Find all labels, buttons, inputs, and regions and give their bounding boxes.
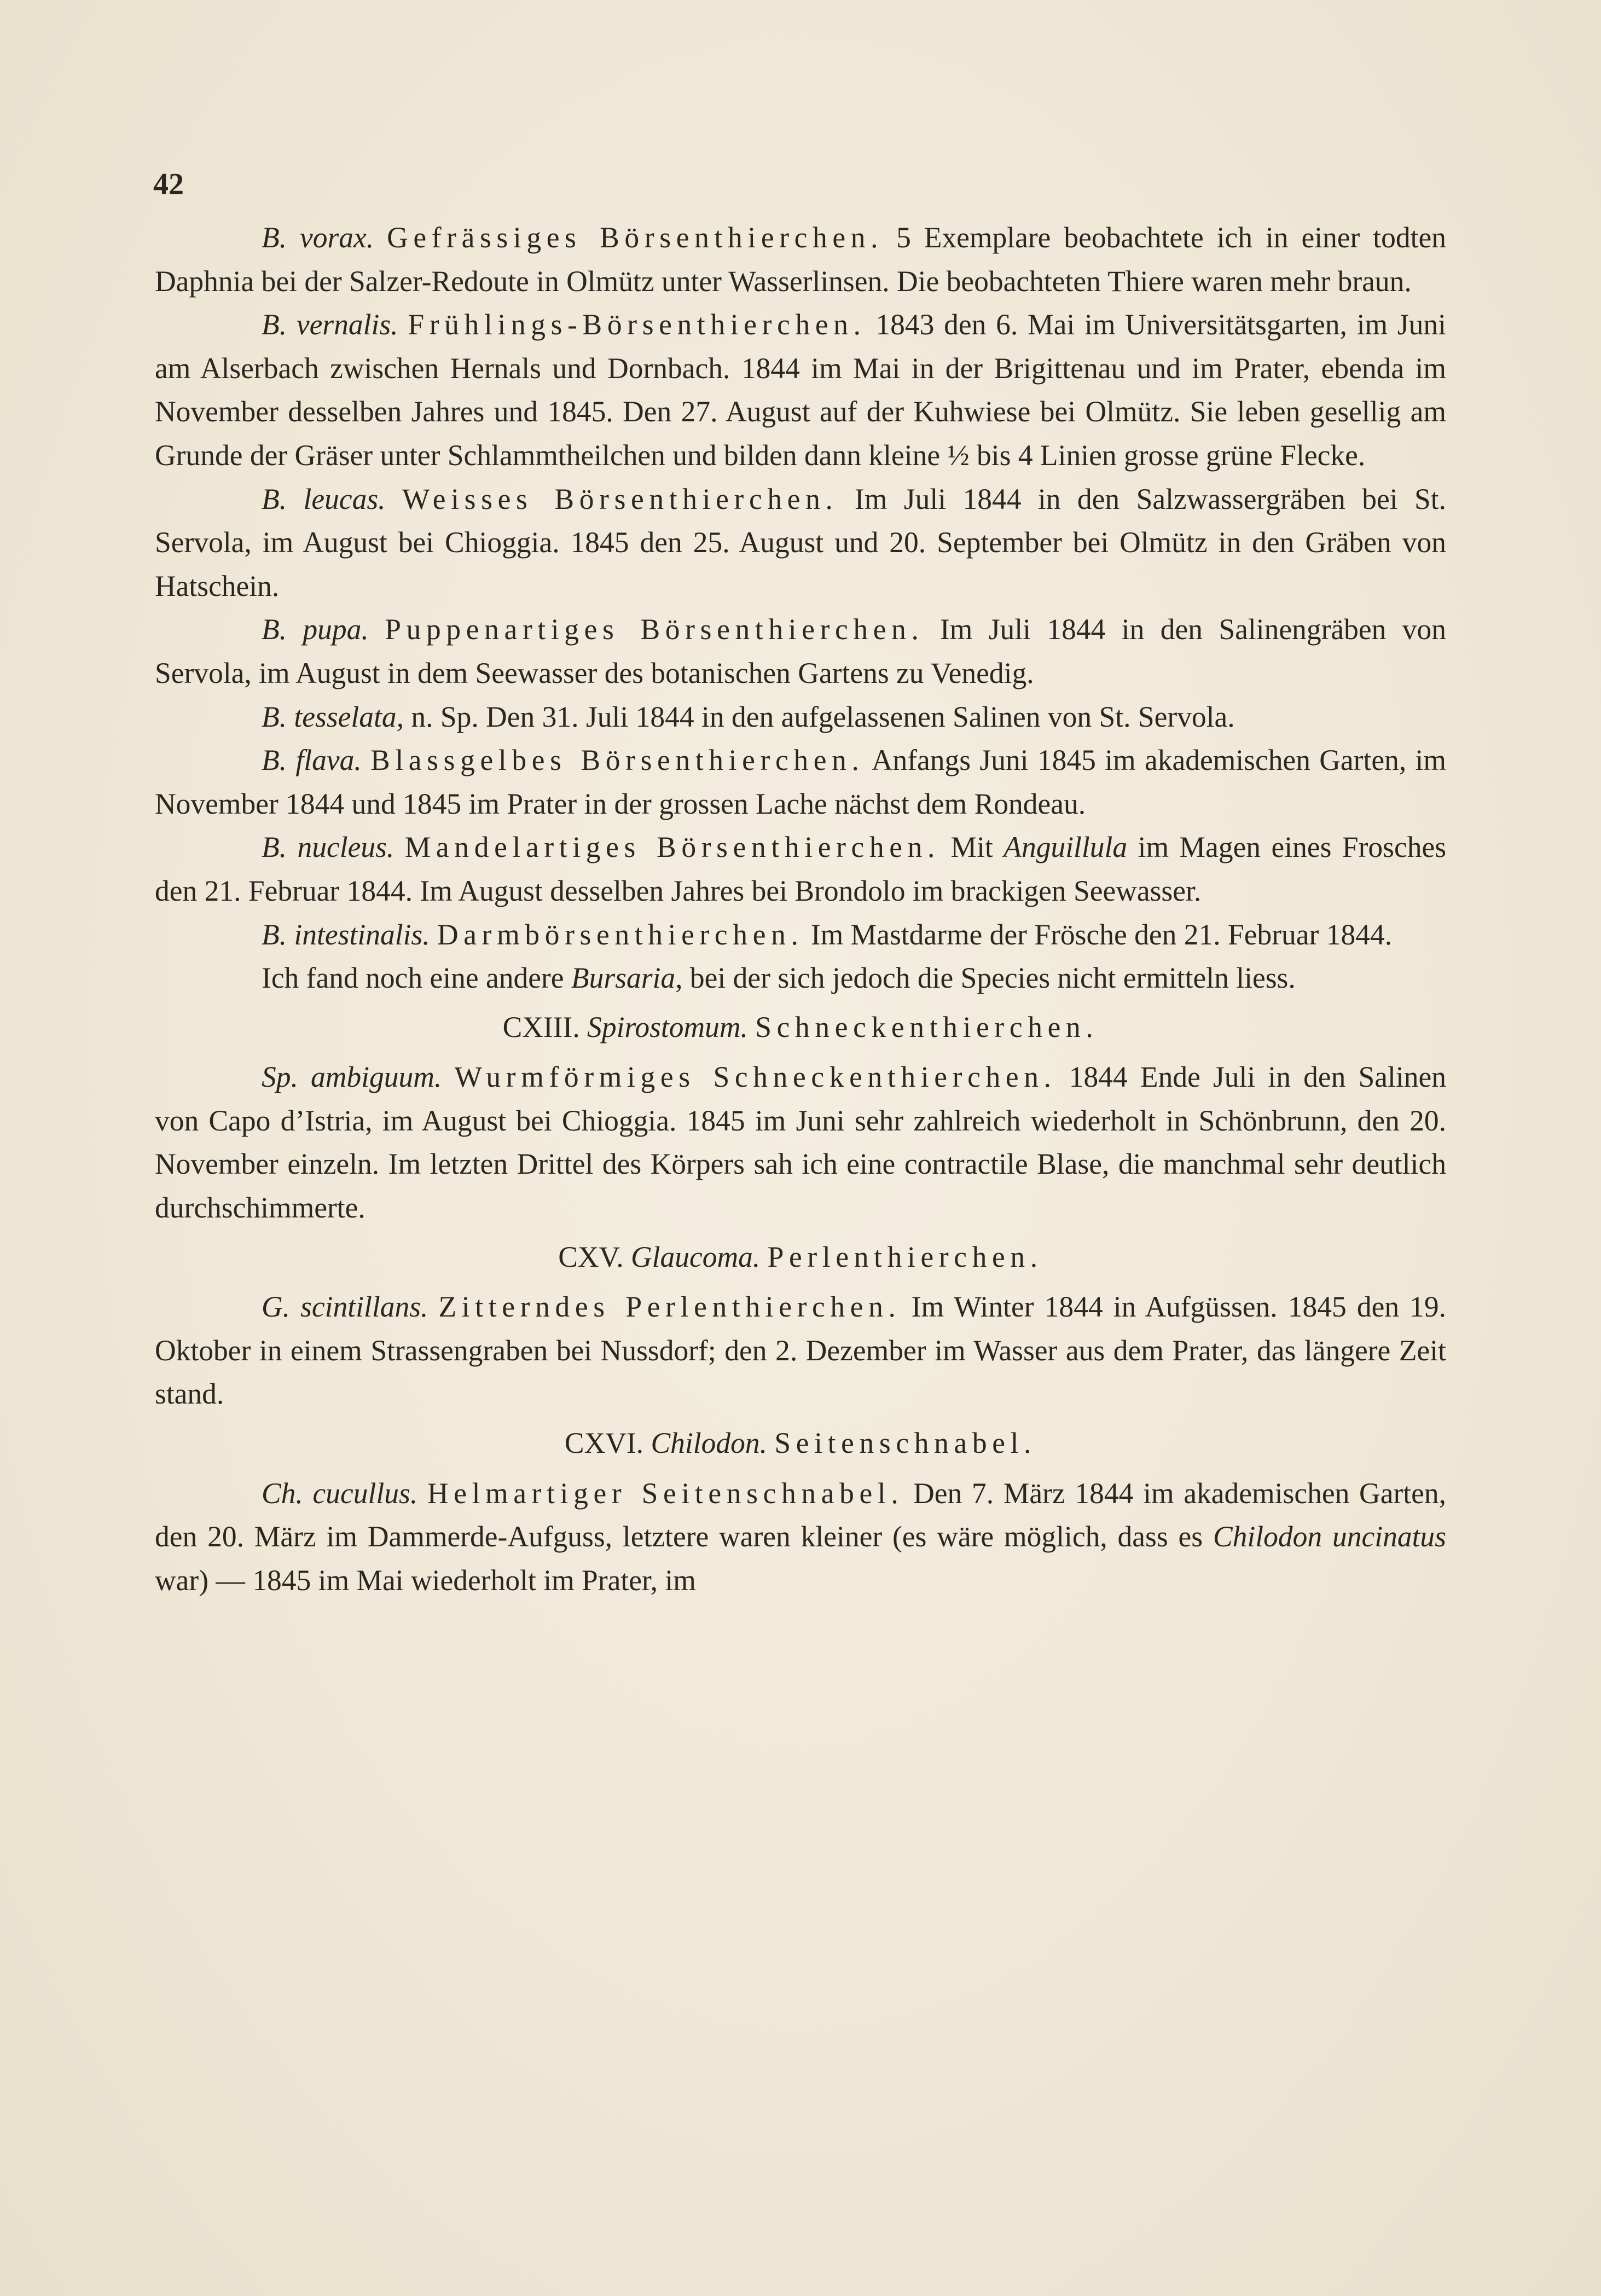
heading-number: CXVI.: [564, 1427, 644, 1460]
entry-sp-ambiguum: [155, 1056, 1446, 1230]
entry-b-pupa: [155, 608, 1446, 695]
italic-taxon: Bursaria: [571, 961, 676, 995]
entry-text: Anfangs Juni 1845 im akademischen Garten, im November 1844 und 1845 im Prater in der grossen Lache nächst dem Rondeau.: [155, 744, 1446, 820]
taxon-name: B. tesselata,: [262, 700, 404, 733]
entry-g-scintillans: [155, 1285, 1446, 1416]
genus-heading-spirostomum: [155, 1006, 1446, 1050]
common-name: Blassgelbes Börsenthierchen.: [370, 744, 865, 777]
entry-text: Im Mastdarme der Frösche den 21. Februar 1844.: [810, 918, 1393, 951]
common-name: Darmbörsenthierchen.: [437, 918, 804, 951]
common-name: Zitterndes Perlenthierchen.: [438, 1290, 901, 1324]
common-name: Helmartiger Seitenschnabel.: [427, 1476, 904, 1510]
entry-text: 1843 den 6. Mai im Universitätsgarten, im Juni am Alserbach zwischen Hernals und Dornbach. 1844 im Mai in der Brigittenau und im Prater, ebenda im November desselben Jahres und 1845. Den 27. August auf der Kuhwiese bei Olmütz. Sie leben gesellig am Grunde der Gräser unter Schlammtheilchen und bilden dann kleine ½ bis 4 Linien grosse grüne Flecke.: [155, 308, 1447, 472]
taxon-name: B. vernalis.: [262, 308, 398, 341]
taxon-name: B. leucas.: [262, 482, 386, 515]
heading-number: CXV.: [558, 1240, 624, 1273]
note-text: , bei der sich jedoch die Species nicht ermitteln liess.: [675, 961, 1296, 995]
entry-text: im Magen eines Frosches den 21. Februar 1844. Im August desselben Jahres bei Brondolo im brackigen Seewasser.: [155, 831, 1447, 907]
common-name: Gefrässiges Börsenthierchen.: [387, 221, 884, 254]
taxon-name: B. vorax.: [262, 221, 374, 254]
taxon-name: Ch. cucullus.: [262, 1476, 418, 1510]
body-text: [155, 216, 1446, 1602]
entry-text-tail: war) — 1845 im Mai wiederholt im Prater, im: [155, 1563, 696, 1597]
entry-b-tesselata: [155, 695, 1446, 739]
heading-common: Perlenthierchen.: [767, 1240, 1043, 1273]
taxon-name: B. nucleus.: [262, 831, 395, 864]
common-name: Weisses Börsenthierchen.: [402, 482, 838, 515]
page-number: 42: [153, 167, 184, 201]
taxon-name: G. scintillans.: [262, 1290, 428, 1324]
note-lead: Ich fand noch eine andere: [262, 961, 564, 995]
entry-text: 5 Exemplare beobachtete ich in einer todten Daphnia bei der Salzer-Redoute in Olmütz unter Wasserlinsen. Die beobachteten Thiere waren mehr braun.: [155, 221, 1447, 298]
entry-text: Im Juli 1844 in den Salinengräben von Servola, im August in dem Seewasser des botanischen Gartens zu Venedig.: [155, 613, 1447, 689]
entry-text: Im Juli 1844 in den Salzwassergräben bei St. Servola, im August bei Chioggia. 1845 den 25. August und 20. September bei Olmütz in den Gräben von Hatschein.: [155, 482, 1447, 602]
genus-heading-chilodon: [155, 1422, 1446, 1465]
taxon-name: Sp. ambiguum.: [262, 1060, 442, 1094]
italic-taxon: Anguillula: [1003, 831, 1128, 864]
taxon-name: B. pupa.: [262, 613, 369, 646]
common-name: Frühlings-Börsenthierchen.: [408, 308, 866, 341]
entry-b-vernalis: [155, 303, 1446, 477]
italic-taxon: Chilodon uncinatus: [1213, 1520, 1446, 1553]
heading-number: CXIII.: [502, 1010, 580, 1043]
entry-b-flava: [155, 739, 1446, 826]
heading-common: Schneckenthierchen.: [755, 1010, 1099, 1043]
common-name: n. Sp.: [411, 700, 479, 733]
entry-text: Im Winter 1844 in Aufgüssen. 1845 den 19. Oktober in einem Strassengraben bei Nussdorf; den 2. Dezember im Wasser aus dem Prater, das längere Zeit stand.: [155, 1290, 1447, 1411]
entry-text: 1844 Ende Juli in den Salinen von Capo d’Istria, im August bei Chioggia. 1845 im Juni sehr zahlreich wiederholt in Schönbrunn, den 20. November einzeln. Im letzten Drittel des Körpers sah ich eine contractile Blase, die manchmal sehr deutlich durchschimmerte.: [155, 1060, 1447, 1225]
common-name: Wurmförmiges Schneckenthierchen.: [454, 1060, 1057, 1094]
taxon-name: B. intestinalis.: [262, 918, 430, 951]
entry-b-vorax: [155, 216, 1446, 303]
heading-genus: Chilodon.: [651, 1427, 767, 1460]
common-name: Mandelartiges Börsenthierchen.: [404, 831, 941, 864]
entry-b-leucas: [155, 478, 1446, 608]
entry-b-nucleus: [155, 826, 1446, 913]
heading-genus: Spirostomum.: [587, 1010, 748, 1043]
entry-text: Den 7. März 1844 im akademischen Garten, den 20. März im Dammerde-Aufguss, letztere waren kleiner (es wäre möglich, dass es: [155, 1476, 1446, 1553]
genus-heading-glaucoma: [155, 1236, 1446, 1279]
note-paragraph: [155, 956, 1446, 1000]
entry-b-intestinalis: [155, 913, 1446, 957]
common-name: Puppenartiges Börsenthierchen.: [385, 613, 924, 646]
entry-text: Den 31. Juli 1844 in den aufgelassenen Salinen von St. Servola.: [486, 700, 1235, 733]
heading-common: Seitenschnabel.: [774, 1427, 1037, 1460]
heading-genus: Glaucoma.: [631, 1240, 761, 1273]
entry-ch-cucullus: [155, 1472, 1446, 1603]
entry-text-lead: Mit: [950, 831, 993, 864]
taxon-name: B. flava.: [262, 744, 362, 777]
